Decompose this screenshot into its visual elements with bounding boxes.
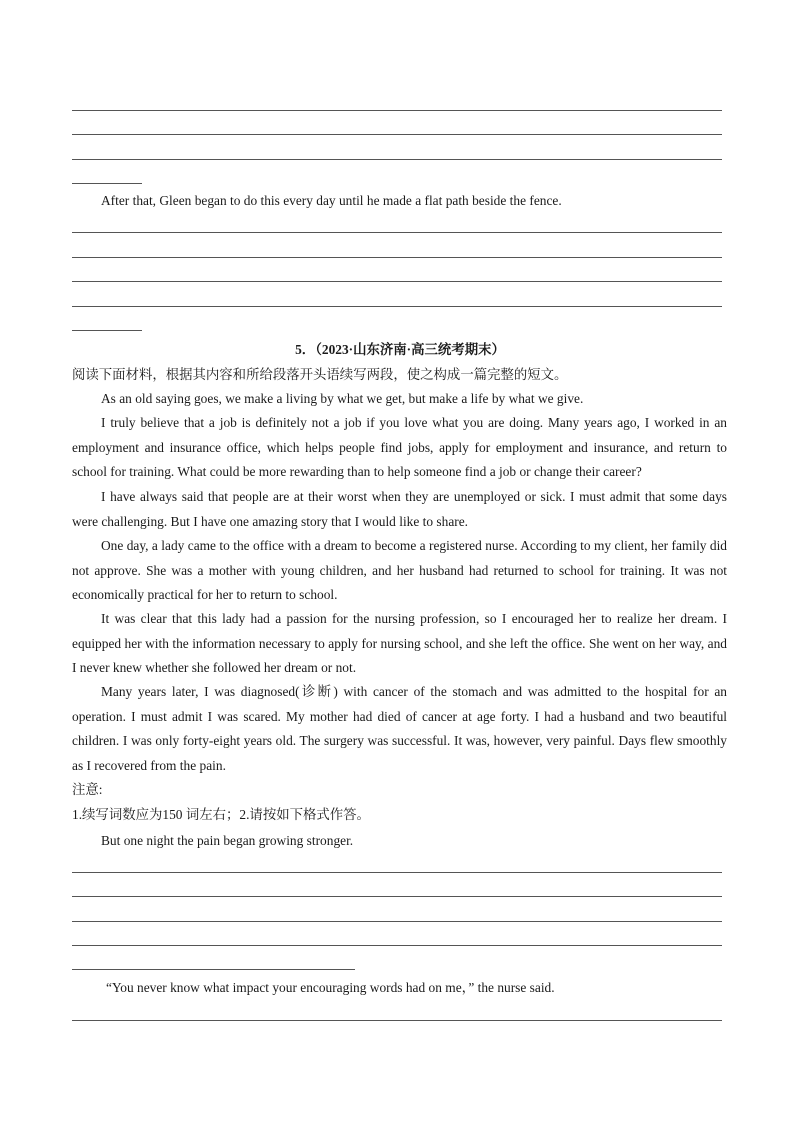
answer-line [72, 257, 722, 258]
answer-line [72, 896, 722, 897]
answer-line [72, 232, 722, 233]
paragraph-prompt-2: “You never know what impact your encouraging words had on me，” the nurse said. [106, 980, 555, 995]
answer-line-short [72, 183, 142, 184]
answer-line [72, 306, 722, 307]
answer-line [72, 1020, 722, 1021]
answer-line [72, 921, 722, 922]
passage-paragraph: One day, a lady came to the office with a dream to become a registered nurse. According to my client, her family did not approve. She was a mother with young children, and her husband had returned to school for training. It was not economically practical for her to return to school. [72, 538, 727, 602]
answer-line [72, 134, 722, 135]
note-text: 1.续写词数应为150 词左右；2.请按如下格式作答。 [72, 807, 370, 822]
answer-line-partial [72, 969, 355, 970]
question-instruction: 阅读下面材料，根据其内容和所给段落开头语续写两段，使之构成一篇完整的短文。 [72, 367, 568, 382]
paragraph-prompt-1: But one night the pain began growing stronger. [101, 833, 354, 848]
answer-line [72, 872, 722, 873]
passage-paragraph: I truly believe that a job is definitely not a job if you love what you are doing. Many years ago, I worked in an employment and insurance office, which helps people find jobs, apply for employment and insurance, and return to school for training. What could be more rewarding than to help someone find a job or change their career? [72, 415, 727, 479]
passage-paragraph: I have always said that people are at their worst when they are unemployed or sick. I must admit that some days were challenging. But I have one amazing story that I would like to share. [72, 489, 727, 529]
passage-paragraph: As an old saying goes, we make a living by what we get, but make a life by what we give. [101, 391, 584, 406]
note-label: 注意: [72, 782, 103, 797]
answer-line [72, 945, 722, 946]
answer-line [72, 159, 722, 160]
question-heading: 5．（2023·山东济南·高三统考期末） [295, 342, 505, 357]
answer-line [72, 281, 722, 282]
continuation-prompt: After that, Gleen began to do this every day until he made a flat path beside the fence. [101, 193, 562, 208]
answer-line [72, 110, 722, 111]
passage-paragraph: It was clear that this lady had a passion for the nursing profession, so I encouraged her to realize her dream. I equipped her with the information necessary to apply for nursing school, and she left the office. She went on her way, and I never knew whether she followed her dream or not. [72, 611, 727, 675]
answer-line-short [72, 330, 142, 331]
passage-paragraph: Many years later, I was diagnosed(诊断) with cancer of the stomach and was admitted to the hospital for an operation. I must admit I was scared. My mother had died of cancer at age forty. I had a husband and two beautiful children. I was only forty-eight years old. The surgery was successful. It was, however, very painful. Days flew smoothly as I recovered from the pain. [72, 684, 727, 773]
